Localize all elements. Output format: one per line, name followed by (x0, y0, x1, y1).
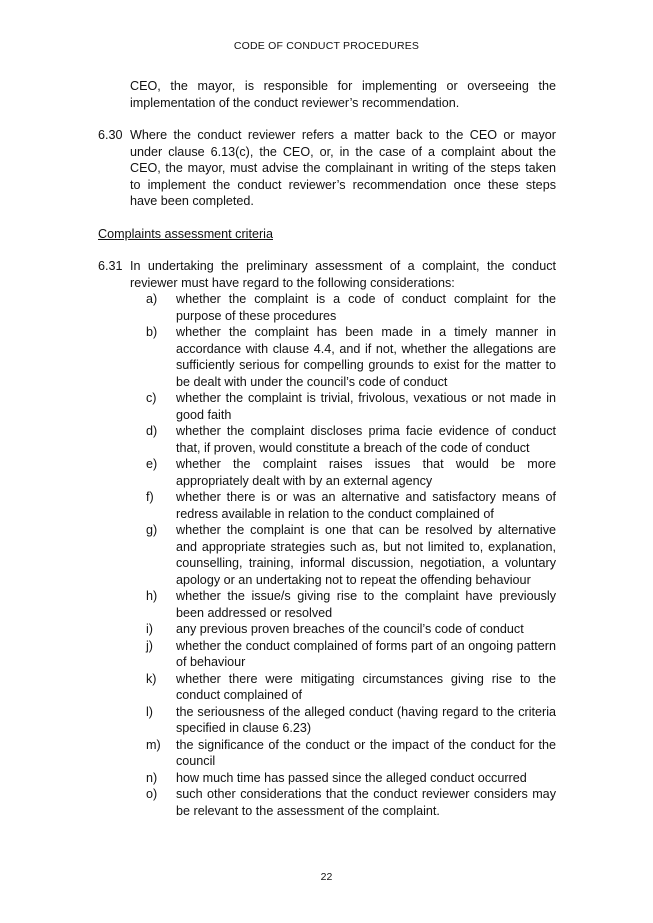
list-item-text: whether there is or was an alternative and satisfactory means of redress available in relation to the conduct complained of (176, 490, 556, 521)
paragraph-text: In undertaking the preliminary assessment of a complaint, the conduct reviewer must have regard to the following considerations: (130, 259, 556, 290)
list-item-marker: h) (146, 589, 158, 603)
list-item (146, 522, 556, 588)
list-item-text: whether the complaint is a code of conduct complaint for the purpose of these procedures (176, 292, 556, 323)
paragraph-number: 6.30 (98, 128, 123, 142)
section-heading: Complaints assessment criteria (98, 226, 273, 241)
list-item (146, 456, 556, 489)
list-item-marker: b) (146, 325, 158, 339)
list-item-marker: l) (146, 704, 153, 719)
list-item-text: whether the conduct complained of forms part of an ongoing pattern of behaviour (176, 638, 556, 669)
list-item (146, 704, 556, 737)
list-item (146, 770, 556, 787)
list-item-text: whether the complaint is one that can be resolved by alternative and appropriate strategies such as, but not limited to, explanation, counselling, training, informal discussion, negotiation, a voluntary apology or an undertaking not to repeat the offending behaviour (176, 523, 556, 587)
paragraph-6-30 (98, 127, 556, 210)
list-item-marker: e) (146, 457, 158, 471)
list-item-marker: m) (146, 737, 161, 752)
list-item-text: whether there were mitigating circumstances giving rise to the conduct complained of (176, 671, 556, 702)
list-item (146, 638, 556, 671)
list-item-marker: d) (146, 424, 158, 438)
list-item-marker: f) (146, 490, 154, 504)
list-item (146, 324, 556, 390)
list-item (146, 588, 556, 621)
paragraph-text: Where the conduct reviewer refers a matter back to the CEO or mayor under clause 6.13(c), the CEO, or, in the case of a complaint about the CEO, the mayor, must advise the complainant in writing of the steps taken to implement the conduct reviewer’s recommendation once these steps have been completed. (130, 128, 556, 208)
list-item (146, 737, 556, 770)
list-item-text: how much time has passed since the alleged conduct occurred (176, 770, 527, 785)
list-item-text: the significance of the conduct or the impact of the conduct for the council (176, 737, 556, 768)
paragraph-number: 6.31 (98, 259, 123, 273)
list-item-marker: i) (146, 622, 153, 636)
list-item (146, 390, 556, 423)
list-item (146, 621, 556, 638)
list-item-marker: c) (146, 391, 157, 405)
paragraph-6-31 (98, 258, 556, 291)
document-body (98, 78, 556, 819)
criteria-list (146, 291, 556, 819)
list-item-text: whether the complaint discloses prima facie evidence of conduct that, if proven, would constitute a breach of the code of conduct (176, 424, 556, 455)
list-item-marker: k) (146, 671, 157, 686)
list-item-text: whether the complaint is trivial, frivolous, vexatious or not made in good faith (176, 391, 556, 422)
list-item-text: whether the issue/s giving rise to the complaint have previously been addressed or resolved (176, 589, 556, 620)
list-item-marker: a) (146, 292, 158, 306)
list-item-text: whether the complaint raises issues that would be more appropriately dealt with by an external agency (176, 457, 556, 488)
list-item-text: any previous proven breaches of the council’s code of conduct (176, 622, 524, 636)
page-number: 22 (320, 871, 333, 883)
list-item-text: such other considerations that the conduct reviewer considers may be relevant to the assessment of the complaint. (176, 787, 556, 818)
list-item-text: whether the complaint has been made in a timely manner in accordance with clause 4.4, and if not, whether the allegations are sufficiently serious for compelling grounds to exist for the matter to be dealt with under the council’s code of conduct (176, 325, 556, 389)
list-item (146, 489, 556, 522)
list-item-marker: g) (146, 523, 158, 537)
list-item (146, 671, 556, 704)
list-item-text: the seriousness of the alleged conduct (having regard to the criteria specified in clause 6.23) (176, 704, 556, 735)
running-header: CODE OF CONDUCT PROCEDURES (233, 40, 420, 52)
list-item-marker: n) (146, 770, 158, 785)
list-item (146, 786, 556, 819)
continuation-paragraph: CEO, the mayor, is responsible for implementing or overseeing the implementation of the conduct reviewer’s recommendation. (130, 79, 556, 110)
list-item-marker: j) (146, 638, 153, 653)
list-item (146, 291, 556, 324)
list-item (146, 423, 556, 456)
list-item-marker: o) (146, 787, 158, 801)
